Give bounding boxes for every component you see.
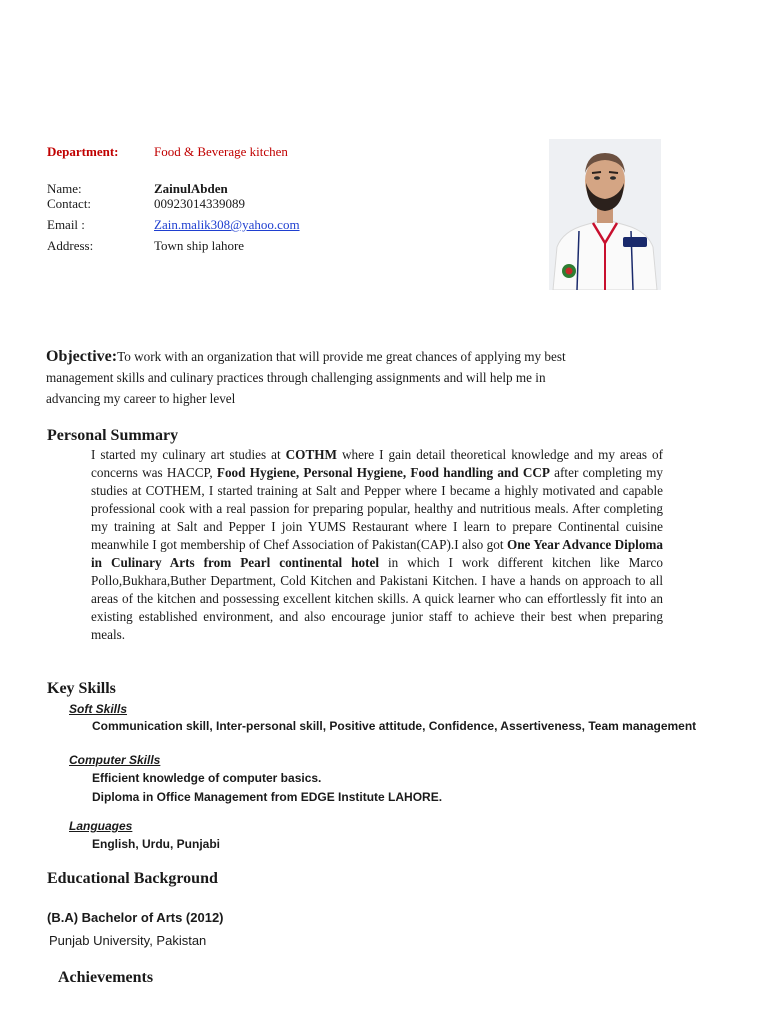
chef-portrait-icon: [549, 139, 661, 290]
summary-bold-2: Food Hygiene, Personal Hygiene, Food handling and CCP: [216, 465, 550, 480]
education-heading: Educational Background: [47, 870, 218, 887]
contact-label: Contact:: [47, 196, 92, 211]
name-value: ZainulAbden: [154, 181, 228, 196]
address-value: Town ship lahore: [154, 238, 245, 253]
key-skills-heading: Key Skills: [47, 680, 116, 697]
education-institute: Punjab University, Pakistan: [49, 933, 207, 948]
personal-summary-text: [91, 446, 663, 644]
email-link[interactable]: Zain.malik308@yahoo.com: [154, 217, 300, 232]
summary-part-4: in which I work different kitchen like Marco Pollo,Bukhara,Buther Department, Cold Kitchen and Pakistani Kitchen. I have a hands on approach to all areas of the kitchen and possessing excellent kitchen skills. A quick learner who can effortlessly fit into an existing established environment, and also encourage junior staff to achieve their best when preparing meals.: [91, 555, 663, 642]
objective-heading: Objective:: [46, 348, 118, 365]
achievements-heading: Achievements: [58, 969, 154, 986]
email-label: Email :: [47, 217, 85, 232]
department-value: Food & Beverage kitchen: [154, 144, 288, 159]
summary-part-1: I started my culinary art studies at: [91, 447, 286, 462]
name-label: Name:: [47, 181, 82, 196]
objective-line-2: management skills and culinary practices through challenging assignments and will help me in: [46, 370, 546, 385]
address-label: Address:: [47, 238, 94, 253]
objective-section: [46, 346, 726, 409]
objective-line-3: advancing my career to higher level: [46, 391, 236, 406]
education-degree: (B.A) Bachelor of Arts (2012): [47, 910, 224, 925]
objective-line-1: [46, 346, 726, 367]
languages-text: English, Urdu, Punjabi: [92, 837, 221, 851]
computer-skills-line-2: Diploma in Office Management from EDGE Institute LAHORE.: [92, 790, 443, 804]
contact-value: 00923014339089: [154, 196, 245, 211]
personal-summary-heading: Personal Summary: [47, 427, 179, 444]
soft-skills-text: Communication skill, Inter-personal skill, Positive attitude, Confidence, Assertiveness, Team management: [92, 719, 697, 733]
department-label: Department:: [47, 144, 119, 159]
objective-text-1: To work with an organization that will provide me great chances of applying my best: [117, 349, 566, 364]
summary-part-3: after completing my studies at COTHEM, I started training at Salt and Pepper where I became a highly motivated and capable professional cook with a real passion for preparing popular, healthy and nutritious meals. After completing my training at Salt and Pepper I join YUMS Restaurant where I learn to prepare Continental cuisine meanwhile I got membership of Chef Association of Pakistan(CAP).I also got: [91, 465, 663, 552]
summary-bold-1: COTHM: [285, 447, 337, 462]
profile-photo: [549, 139, 661, 290]
summary-bold-3: One Year Advance Diploma in Culinary Arts from Pearl continental hotel: [91, 537, 664, 570]
computer-skills-heading: Computer Skills: [69, 753, 161, 767]
soft-skills-heading: Soft Skills: [69, 702, 128, 716]
languages-heading: Languages: [69, 819, 133, 833]
summary-part-2: where I gain detail theoretical knowledge and my areas of concerns was HACCP,: [91, 447, 664, 480]
computer-skills-line-1: Efficient knowledge of computer basics.: [92, 771, 322, 785]
